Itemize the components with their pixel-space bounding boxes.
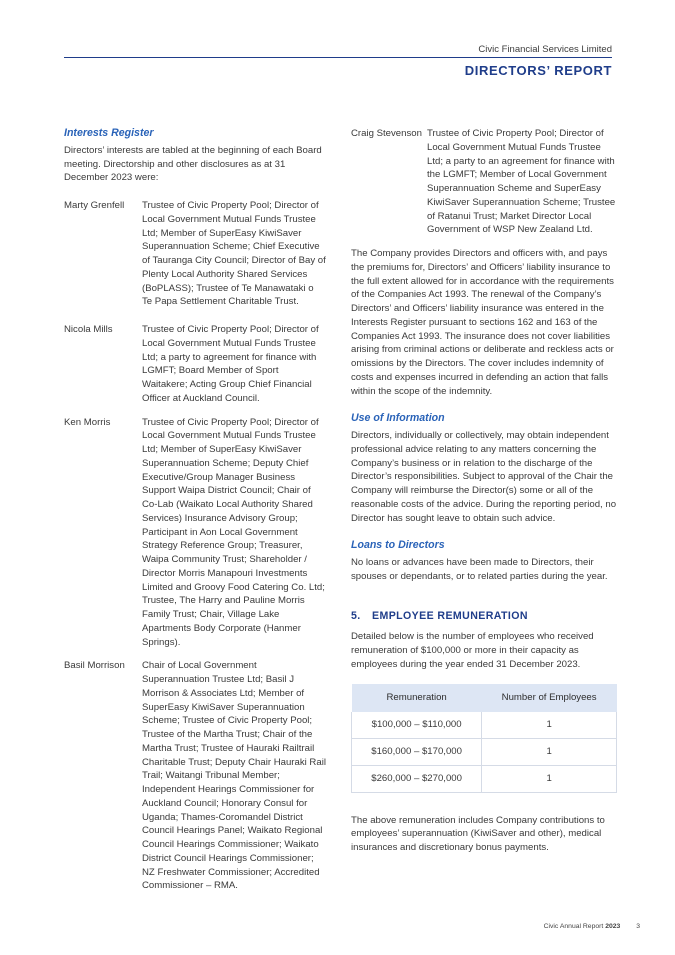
interests-register-intro: Directors’ interests are tabled at the beginning of each Board meeting. Directorship and other disclosures as at 31 December 2023 were: xyxy=(64,144,322,184)
director-name: Nicola Mills xyxy=(64,324,113,335)
director-interests: Trustee of Civic Property Pool; Director of Local Government Mutual Funds Trustee Ltd; a party to an agreement for finance with the LGMFT; Member of Local Government Superannuation Scheme and SuperEasy KiwiSaver Superannuation Scheme; Trustee of Ratanui Trust; Market Director Local Government of WSP New Zealand Ltd. xyxy=(427,128,616,236)
page-number: 3 xyxy=(636,923,640,930)
table-cell: $260,000 – $270,000 xyxy=(352,765,482,792)
right-column xyxy=(351,127,617,855)
header-rule xyxy=(64,57,612,58)
director-name: Ken Morris xyxy=(64,416,111,428)
table-header-row xyxy=(352,684,617,712)
footer-year: 2023 xyxy=(605,923,621,930)
remuneration-table xyxy=(351,684,617,793)
director-name: Marty Grenfell xyxy=(64,200,125,211)
loans-text: No loans or advances have been made to Directors, their spouses or dependants, or to related parties during the year. xyxy=(351,557,608,582)
section-number: 5. xyxy=(351,609,361,622)
section-heading xyxy=(351,610,617,624)
director-entry xyxy=(351,127,617,237)
table-cell: 1 xyxy=(482,765,617,792)
footer-report-name: Civic Annual Report xyxy=(543,923,604,930)
director-interests: Chair of Local Government Superannuation Trustee Ltd; Basil J Morrison & Associates Ltd; Member of SuperEasy KiwiSaver Superannuation Scheme; Trustee of Civic Property Pool; Trustee of the Martha Trust; Chair of the Martha Trust; Trustee of Hauraki Railtrail Charitable Trust; Deputy Chair Hauraki Rail Trail; Waitangi Tribunal Member; Independent Hearings Commissioner for Auckland Council; Honorary Consul for Uganda; Thames-Coromandel District Council Hearings Panel; Waikato Regional Council Hearings Commissioner; Waikato District Council Hearings Commissioner; NZ Freshwater Commissioner; Accredited Commissioner – RMA. xyxy=(142,660,326,892)
director-entry xyxy=(64,416,326,650)
director-entry xyxy=(64,199,326,309)
director-name: Basil Morrison xyxy=(64,660,125,672)
interests-register-heading: Interests Register xyxy=(64,127,154,139)
table-row xyxy=(352,712,617,739)
left-column xyxy=(64,127,326,893)
header-company: Civic Financial Services Limited xyxy=(478,44,612,55)
director-interests: Trustee of Civic Property Pool; Director of Local Government Mutual Funds Trustee Ltd; a party to agreement for finance with LGMFT; Board Member of Sport Waitakere; Acting Group Chief Financial Officer at Auckland Council. xyxy=(142,324,319,404)
remuneration-intro: Detailed below is the number of employees who received remuneration of $100,000 or more in their capacity as employees during the year ended 31 December 2023. xyxy=(351,631,594,670)
table-row xyxy=(352,738,617,765)
table-cell: 1 xyxy=(482,738,617,765)
page-title: DIRECTORS’ REPORT xyxy=(464,63,612,78)
column-header: Remuneration xyxy=(352,684,482,712)
director-interests: Trustee of Civic Property Pool; Director of Local Government Mutual Funds Trustee Ltd; Member of SuperEasy KiwiSaver Superannuation Scheme; Chief Executive of Tauranga City Council; Director of Bay of Plenty Local Authority Shared Services (BoPLASS); Trustee of Te Manawataki o Te Papa Settlement Charitable Trust. xyxy=(142,200,326,308)
director-entry xyxy=(64,323,326,406)
remuneration-note: The above remuneration includes Company contributions to employees’ superannuation (KiwiSaver and other), medical insurances and discretionary bonus payments. xyxy=(351,814,605,853)
page-footer xyxy=(544,923,640,930)
indemnity-paragraph: The Company provides Directors and officers with, and pays the premiums for, Directors’ and Officers’ liability insurance to the full extent allowed for in accordance with the requirements of the Companies Act 1993. The renewal of the Company’s Directors’ and Officers’ liability insurance was entered in the Interests Register pursuant to sections 162 and 163 of the Companies Act 1993. The insurance does not cover liabilities arising from criminal actions or deliberate and reckless acts or omissions by the Directors. The cover includes indemnity of costs and expenses incurred in defending an action that falls within the scope of the indemnity. xyxy=(351,248,614,397)
table-row xyxy=(352,765,617,792)
column-header: Number of Employees xyxy=(482,684,617,712)
director-entry xyxy=(64,659,326,893)
use-of-information-text: Directors, individually or collectively, may obtain independent professional advice relating to any matters concerning the Company’s business or in relation to the discharge of the Director’s responsibilities. Subject to approval of the Chair the Company will reimburse the Director(s) some or all of the reasonable costs of the advice. During the reporting period, no Director has sought leave to obtain such advice. xyxy=(351,430,617,524)
director-interests: Trustee of Civic Property Pool; Director of Local Government Mutual Funds Trustee Ltd; Member of SuperEasy KiwiSaver Superannuation Scheme; Deputy Chief Executive/Group Manager Business Support Waipa District Council; Chair of Co-Lab (Waikato Local Authority Shared Services) Insurance Advisory Group; Participant in Aon Local Government Strategy Reference Group; Treasurer, Waipa Community Trust; Shareholder / Director Morris Manapouri Investments Limited and Groovy Food Catering Co. Ltd; Trustee, The Harry and Pauline Morris Family Trust; Chair, Village Lake Apartments Body Corporate (Hanmer Springs). xyxy=(142,416,325,648)
table-cell: 1 xyxy=(482,712,617,739)
section-title: EMPLOYEE REMUNERATION xyxy=(372,609,528,622)
table-cell: $100,000 – $110,000 xyxy=(352,712,482,739)
use-of-information-heading: Use of Information xyxy=(351,412,445,425)
director-name: Craig Stevenson xyxy=(351,128,422,139)
table-cell: $160,000 – $170,000 xyxy=(352,738,482,765)
loans-heading: Loans to Directors xyxy=(351,539,445,552)
